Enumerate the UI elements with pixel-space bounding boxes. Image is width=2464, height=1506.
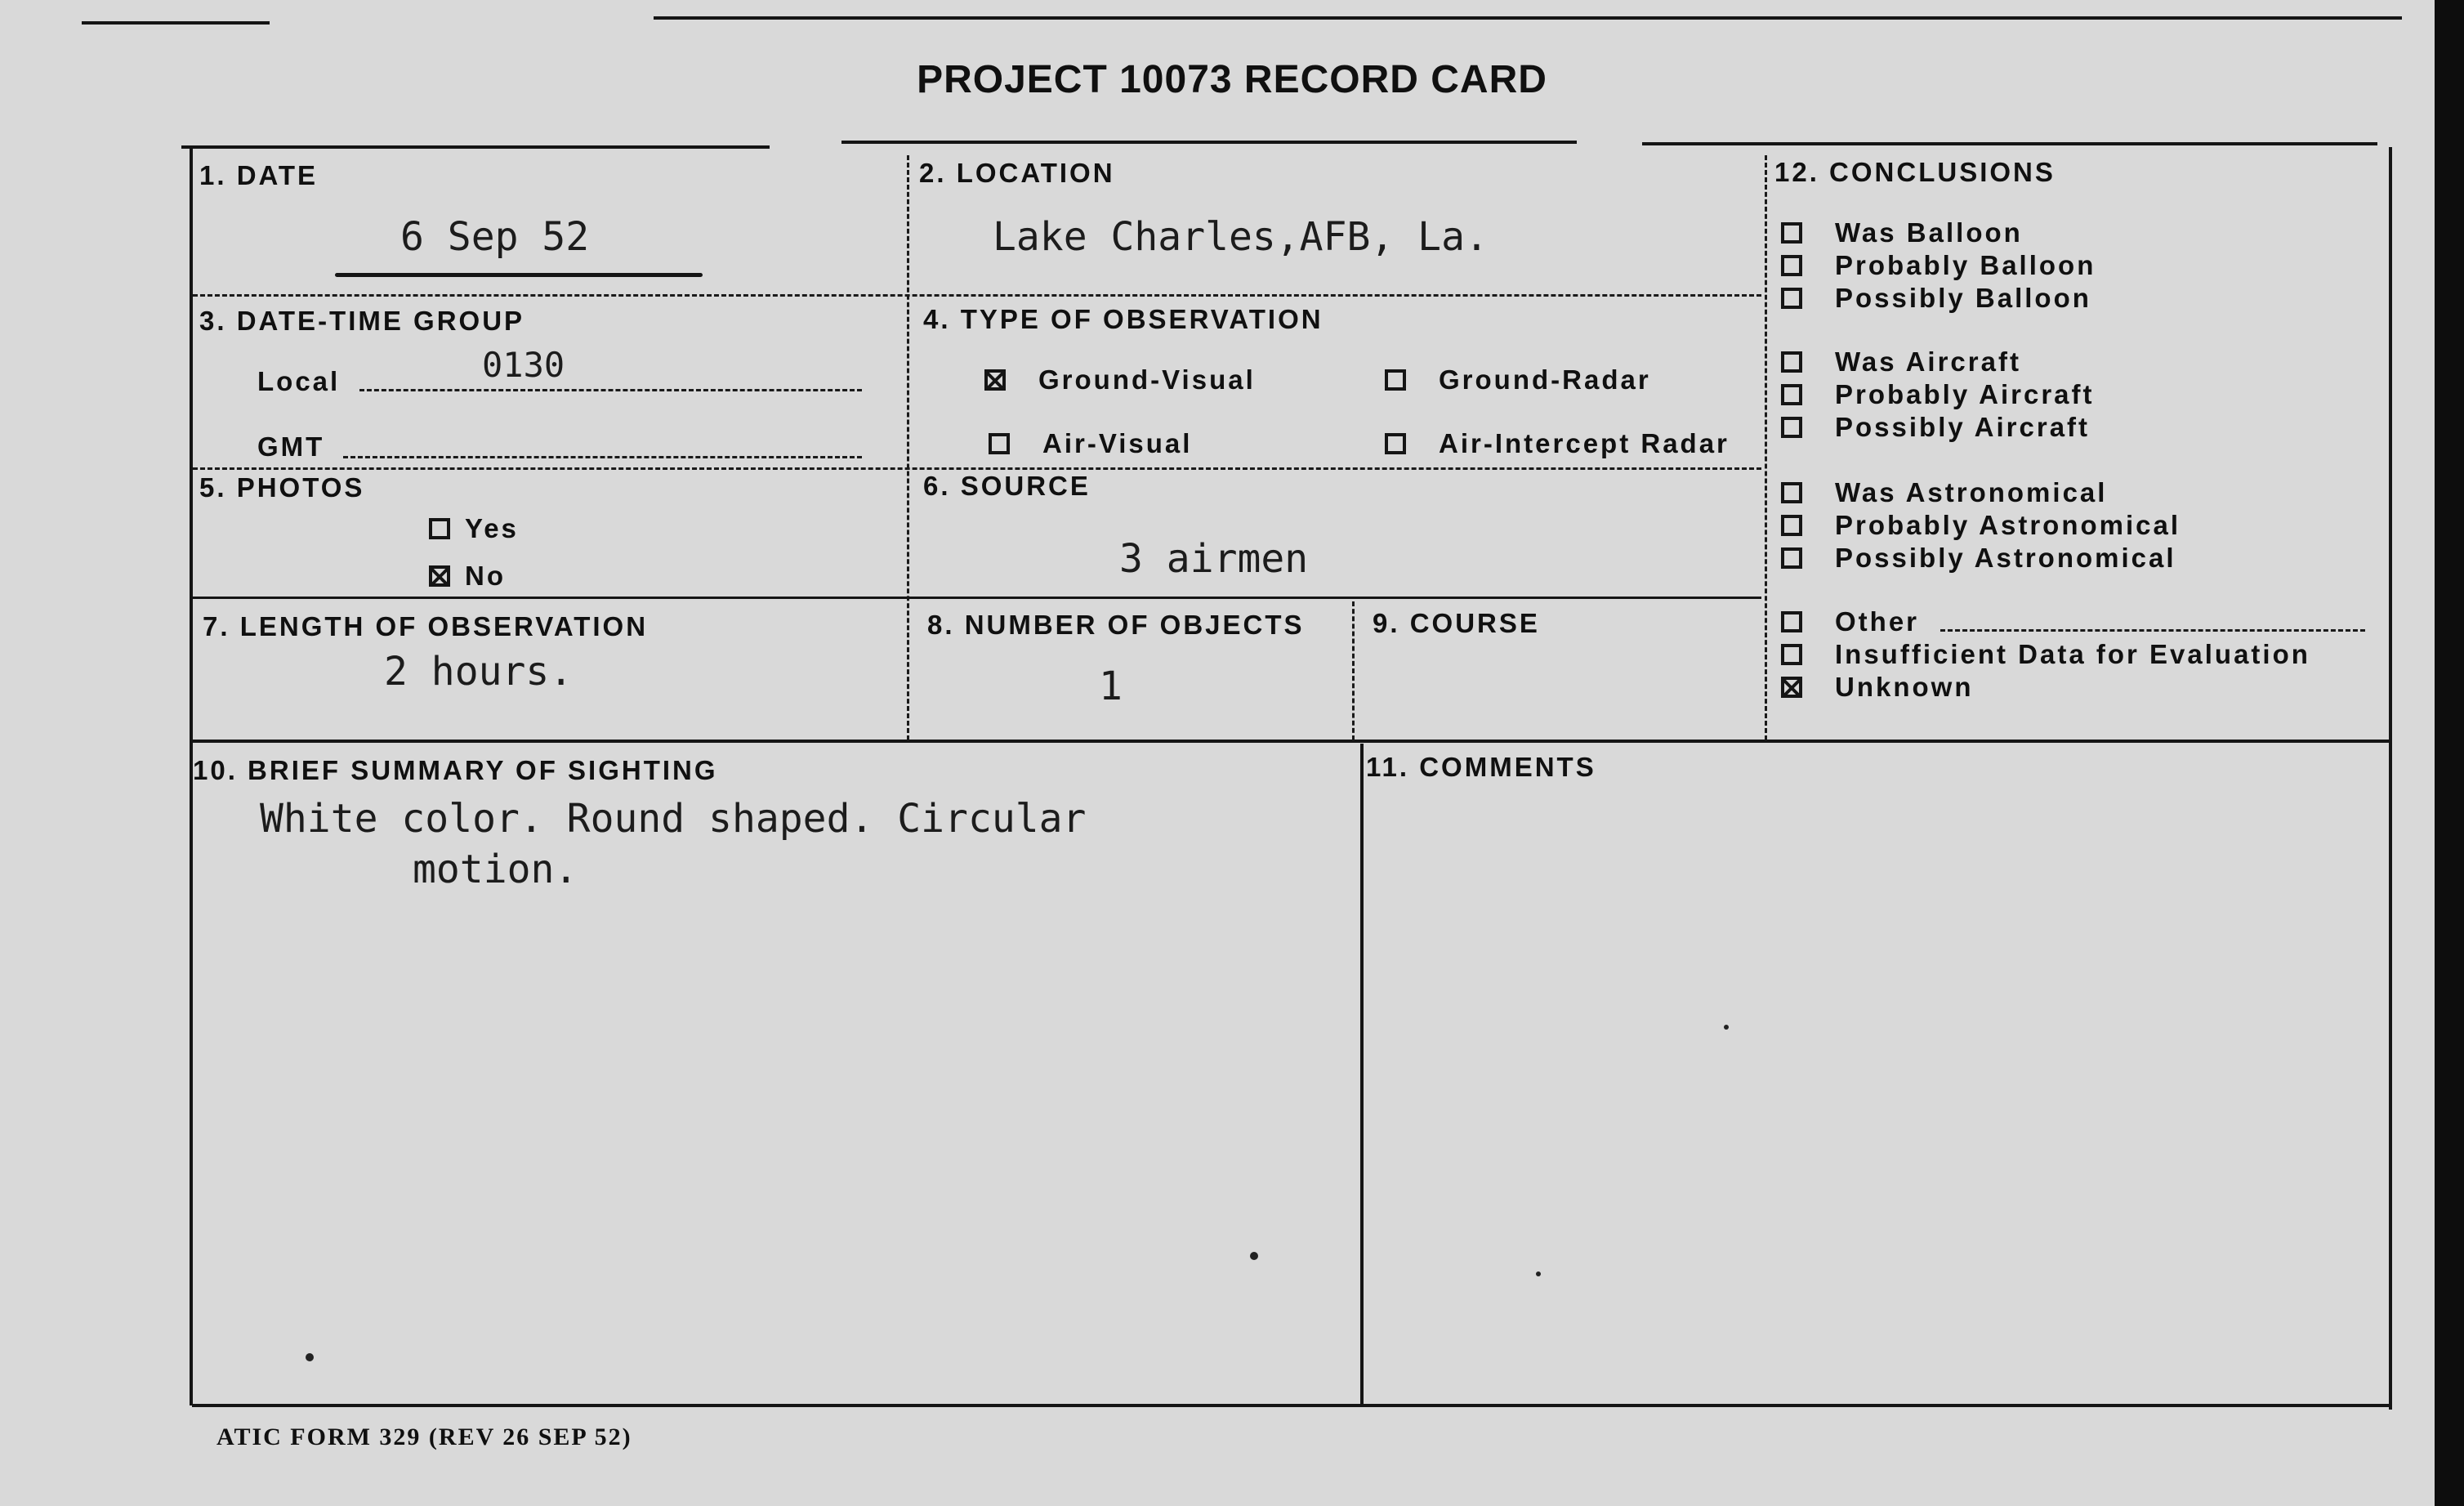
concl-was-balloon[interactable]: Was Balloon [1781, 217, 2023, 248]
rule-row3 [193, 597, 1761, 599]
source-label: 6. SOURCE [923, 471, 1091, 501]
top-rule-right [654, 16, 2402, 20]
frame-top-middle [841, 141, 1577, 144]
frame-top-left [181, 145, 770, 149]
form-number: ATIC FORM 329 (REV 26 SEP 52) [216, 1423, 632, 1450]
photos-yes[interactable]: Yes [429, 513, 519, 544]
speck [1250, 1252, 1258, 1260]
rule-col2 [1765, 155, 1767, 740]
checkbox-photos-yes[interactable] [429, 518, 450, 539]
checkbox-was-astronomical[interactable] [1781, 482, 1802, 503]
checkbox-possibly-astronomical[interactable] [1781, 547, 1802, 569]
length-value: 2 hours. [384, 649, 574, 695]
rule-col4 [1360, 744, 1364, 1405]
checkbox-probably-aircraft[interactable] [1781, 384, 1802, 405]
checkbox-possibly-balloon[interactable] [1781, 288, 1802, 309]
source-value: 3 airmen [1119, 536, 1309, 582]
speck [1536, 1271, 1541, 1276]
obs-type-label: 4. TYPE OF OBSERVATION [923, 304, 1324, 334]
frame-right [2389, 147, 2392, 1410]
comments-label: 11. COMMENTS [1366, 752, 1596, 782]
date-label: 1. DATE [199, 160, 319, 190]
checkbox-probably-balloon[interactable] [1781, 255, 1802, 276]
rule-row2 [193, 467, 1761, 470]
concl-possibly-aircraft[interactable]: Possibly Aircraft [1781, 412, 2090, 443]
summary-line1: White color. Round shaped. Circular [260, 796, 1087, 842]
dtg-local-line [359, 389, 862, 391]
other-line [1940, 629, 2365, 632]
summary-line2: motion. [413, 847, 578, 892]
location-value: Lake Charles,AFB, La. [993, 214, 1489, 260]
checkbox-possibly-aircraft[interactable] [1781, 417, 1802, 438]
num-objects-label: 8. NUMBER OF OBJECTS [927, 610, 1305, 640]
concl-was-astronomical[interactable]: Was Astronomical [1781, 477, 2107, 508]
concl-was-aircraft[interactable]: Was Aircraft [1781, 346, 2021, 378]
checkbox-unknown[interactable] [1781, 677, 1802, 698]
top-rule-left [82, 21, 270, 25]
frame-bottom [192, 1404, 2390, 1407]
rule-col3 [1352, 601, 1355, 740]
checkbox-insufficient-data[interactable] [1781, 644, 1802, 665]
dtg-local-value: 0130 [482, 345, 565, 385]
photos-no[interactable]: No [429, 561, 506, 592]
conclusions-label: 12. CONCLUSIONS [1774, 157, 2056, 187]
obs-air-visual[interactable]: Air-Visual [989, 428, 1192, 459]
speck [1724, 1025, 1729, 1030]
obs-ground-visual[interactable]: Ground-Visual [984, 364, 1256, 395]
concl-possibly-astronomical[interactable]: Possibly Astronomical [1781, 543, 2176, 574]
rule-row4 [193, 740, 2390, 743]
photos-label: 5. PHOTOS [199, 472, 365, 503]
location-label: 2. LOCATION [919, 158, 1115, 188]
card-title: PROJECT 10073 RECORD CARD [917, 58, 1547, 101]
checkbox-air-visual[interactable] [989, 433, 1010, 454]
obs-ground-radar[interactable]: Ground-Radar [1385, 364, 1651, 395]
dtg-gmt-line [343, 456, 862, 458]
concl-insufficient-data[interactable]: Insufficient Data for Evaluation [1781, 639, 2310, 670]
concl-other[interactable]: Other [1781, 606, 1919, 637]
dtg-local-label: Local [257, 366, 341, 396]
dtg-gmt-label: GMT [257, 431, 325, 462]
speck [306, 1353, 314, 1361]
checkbox-other[interactable] [1781, 611, 1802, 632]
frame-top-right [1642, 142, 2377, 145]
concl-possibly-balloon[interactable]: Possibly Balloon [1781, 283, 2091, 314]
scan-edge [2435, 0, 2464, 1506]
checkbox-photos-no[interactable] [429, 565, 450, 587]
concl-probably-balloon[interactable]: Probably Balloon [1781, 250, 2096, 281]
checkbox-was-balloon[interactable] [1781, 222, 1802, 244]
checkbox-was-aircraft[interactable] [1781, 351, 1802, 373]
obs-air-intercept-radar[interactable]: Air-Intercept Radar [1385, 428, 1730, 459]
checkbox-ground-visual[interactable] [984, 369, 1006, 391]
checkbox-probably-astronomical[interactable] [1781, 515, 1802, 536]
course-label: 9. COURSE [1373, 608, 1540, 638]
concl-probably-astronomical[interactable]: Probably Astronomical [1781, 510, 2181, 541]
concl-probably-aircraft[interactable]: Probably Aircraft [1781, 379, 2095, 410]
date-underline [335, 273, 703, 277]
concl-unknown[interactable]: Unknown [1781, 672, 1973, 703]
rule-row1 [193, 294, 1761, 297]
length-label: 7. LENGTH OF OBSERVATION [203, 611, 649, 641]
dtg-label: 3. DATE-TIME GROUP [199, 306, 525, 336]
summary-label: 10. BRIEF SUMMARY OF SIGHTING [193, 755, 718, 785]
num-objects-value: 1 [1099, 664, 1123, 709]
checkbox-ground-radar[interactable] [1385, 369, 1406, 391]
checkbox-air-intercept-radar[interactable] [1385, 433, 1406, 454]
date-value: 6 Sep 52 [400, 214, 590, 260]
rule-col1 [907, 155, 909, 740]
